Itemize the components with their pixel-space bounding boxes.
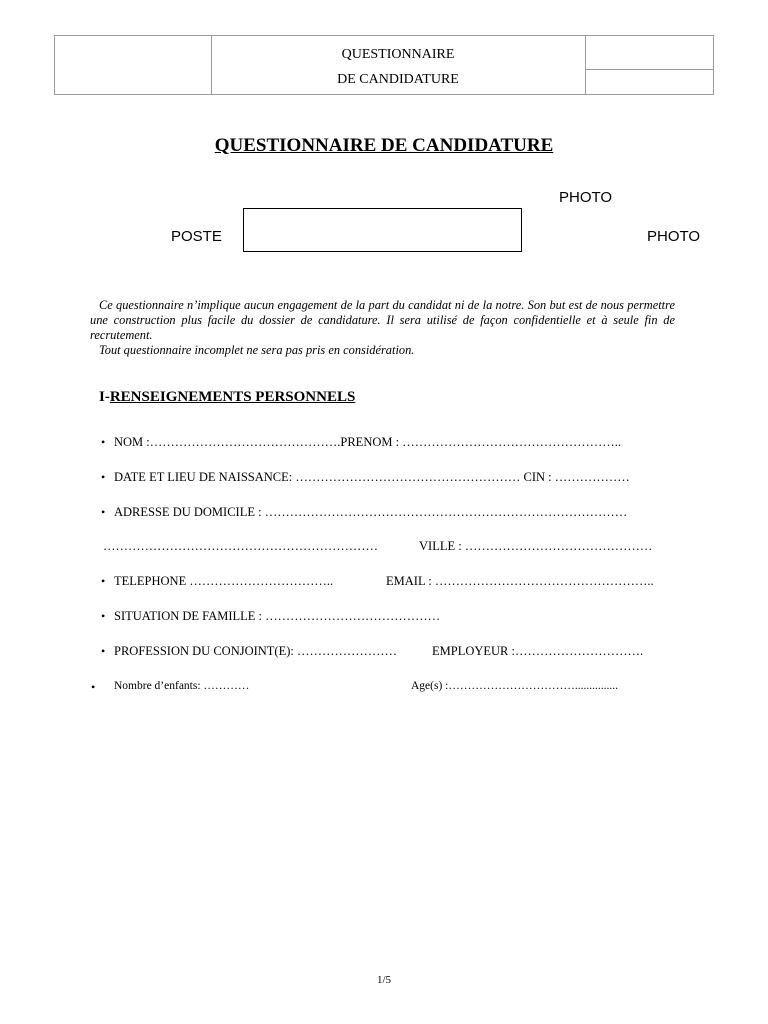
section-title: RENSEIGNEMENTS PERSONNELS xyxy=(109,389,356,405)
profession-conjoint-field[interactable]: PROFESSION DU CONJOINT(E): …………………… xyxy=(114,644,397,658)
employeur-field[interactable]: EMPLOYEUR :…………………………. xyxy=(432,644,644,658)
ages-field[interactable]: Age(s) :……………………………............... xyxy=(411,680,618,692)
page-number: 1/5 xyxy=(376,974,392,986)
adresse-field[interactable]: ADRESSE DU DOMICILE : …………………………………………………………………………… xyxy=(114,505,628,519)
bullet-icon: • xyxy=(91,680,96,694)
bullet-icon: • xyxy=(101,644,106,658)
header-title-line2: DE CANDIDATURE xyxy=(337,72,459,87)
poste-label: POSTE xyxy=(171,228,222,245)
section-heading xyxy=(99,389,355,406)
header-divider-horizontal xyxy=(585,69,713,70)
naissance-cin-field[interactable]: DATE ET LIEU DE NAISSANCE: ……………………………………………… CIN : ……………… xyxy=(114,470,630,484)
bullet-icon: • xyxy=(101,574,106,588)
telephone-field[interactable]: TELEPHONE …………………………….. xyxy=(114,574,334,588)
bullet-icon: • xyxy=(101,609,106,623)
bullet-icon: • xyxy=(101,505,106,519)
photo-label-top: PHOTO xyxy=(559,189,613,206)
section-prefix: I- xyxy=(99,389,110,405)
adresse-continuation-field[interactable]: ………………………………………………………… xyxy=(103,539,378,553)
poste-input-box[interactable] xyxy=(243,208,522,252)
nom-prenom-field[interactable]: NOM :……………………………………….PRENOM : …………………………………………….. xyxy=(114,435,621,449)
page-title: QUESTIONNAIRE DE CANDIDATURE xyxy=(214,135,554,156)
situation-famille-field[interactable]: SITUATION DE FAMILLE : …………………………………… xyxy=(114,609,441,623)
email-field[interactable]: EMAIL : …………………………………………….. xyxy=(386,574,654,588)
bullet-icon: • xyxy=(101,435,106,449)
intro-paragraph xyxy=(90,298,675,358)
header-title-line1: QUESTIONNAIRE xyxy=(341,47,455,62)
intro-note: Tout questionnaire incomplet ne sera pas pris en considération. xyxy=(99,343,415,357)
intro-text: Ce questionnaire n’implique aucun engagement de la part du candidat ni de la notre. Son but est de nous permettre une construction plus facile du dossier de candidature. Il sera utilisé de façon confidentielle et à seule fin de recrutement. xyxy=(90,298,675,342)
header-divider-right xyxy=(585,36,586,94)
nombre-enfants-field[interactable]: Nombre d’enfants: ………… xyxy=(114,680,250,692)
bullet-icon: • xyxy=(101,470,106,484)
photo-label-right: PHOTO xyxy=(647,228,701,245)
ville-field[interactable]: VILLE : ……………………………………… xyxy=(419,539,653,553)
